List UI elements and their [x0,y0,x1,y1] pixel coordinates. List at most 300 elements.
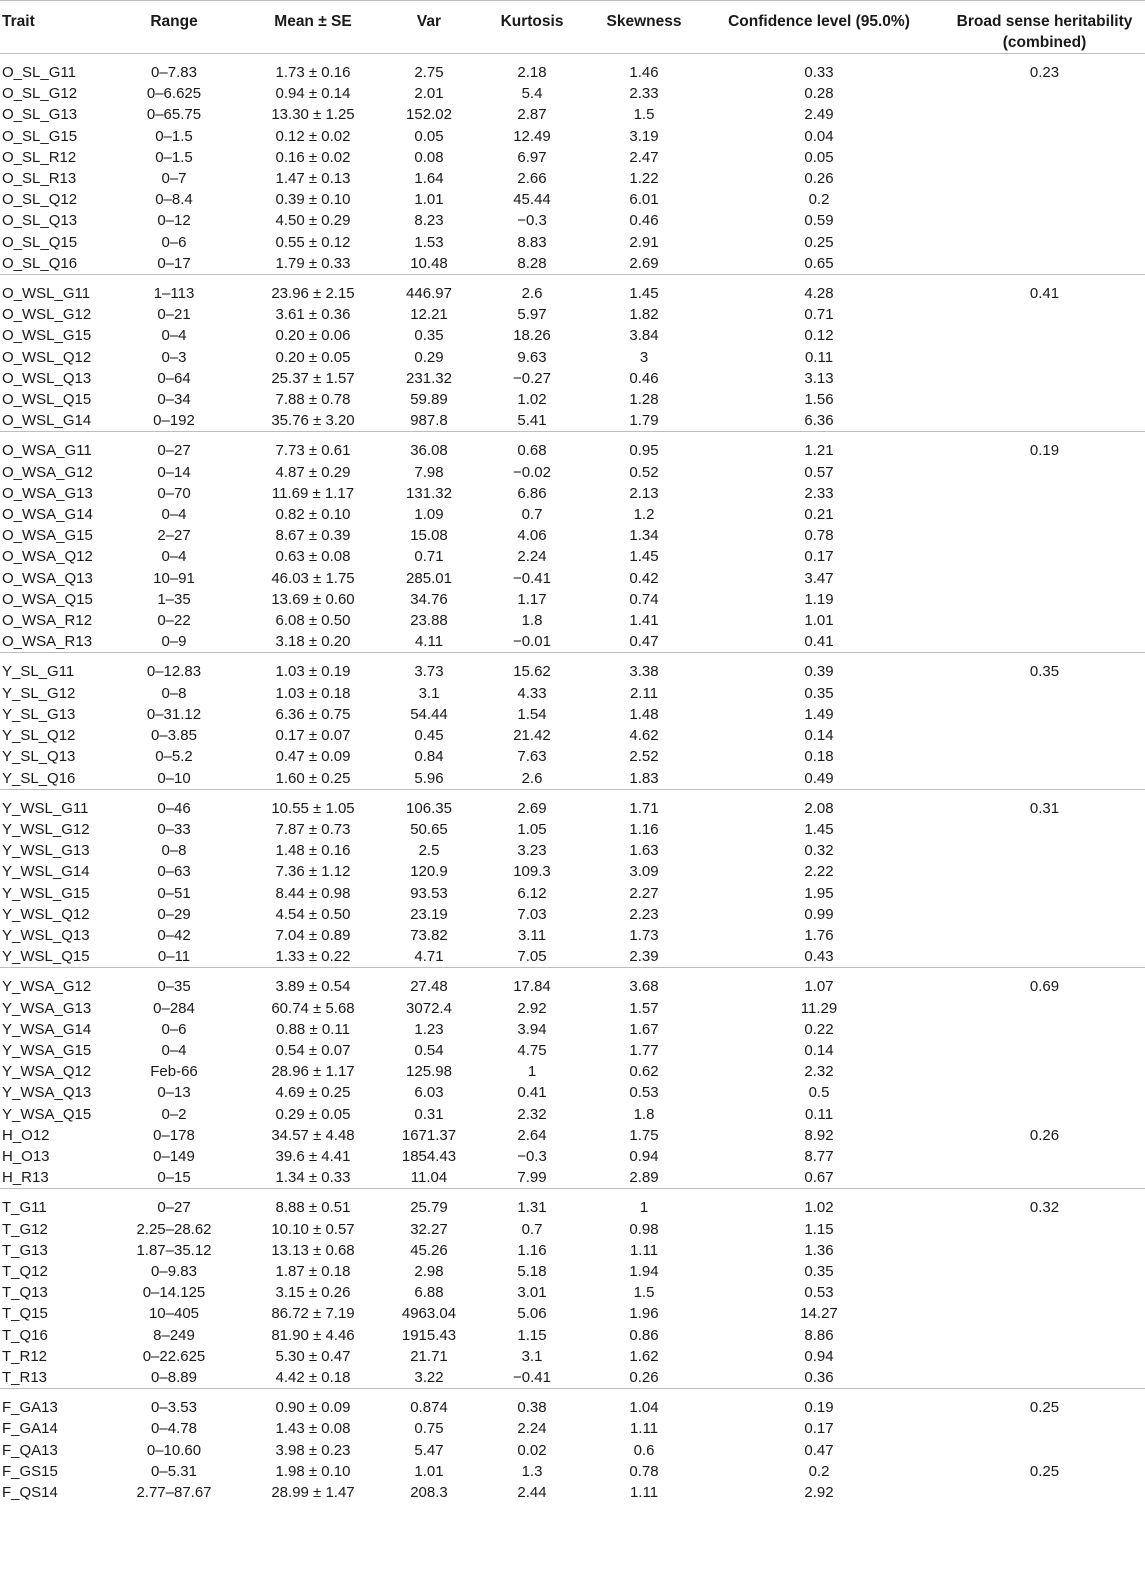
cell-mean-se: 1.43 ± 0.08 [275,1420,351,1438]
separator-cell [388,789,470,798]
cell-mean-se: 39.6 ± 4.41 [275,1147,351,1165]
cell-kurtosis: 1.17 [517,590,547,608]
cell-kurtosis: 15.62 [513,663,551,681]
cell-range: 0–63 [157,863,191,881]
cell-kurtosis: 0.7 [521,506,543,524]
cell-skewness: 1.11 [629,1241,659,1259]
cell-skewness: 2.23 [629,905,659,923]
cell-mean-se: 1.98 ± 0.10 [275,1462,351,1480]
cell-heritability [944,210,1145,231]
cell-kurtosis: 2.87 [517,106,547,124]
cell-kurtosis: 2.66 [517,170,547,188]
cell-confidence-level: 3.47 [804,569,834,587]
cell-skewness: 1.45 [629,285,659,303]
cell-heritability [944,410,1145,432]
cell-kurtosis: 21.42 [513,727,551,745]
separator-cell [110,54,238,63]
separator-cell [238,789,388,798]
cell-heritability [944,83,1145,104]
table-row [0,1167,1145,1189]
header-trait: Trait [0,1,110,54]
cell-var: 987.8 [410,412,448,430]
cell-skewness: 1.04 [629,1399,659,1417]
cell-kurtosis: 0.68 [517,442,547,460]
separator-cell [110,275,238,284]
cell-skewness: 0.62 [629,1063,659,1081]
table-row [0,504,1145,525]
cell-mean-se: 0.20 ± 0.06 [275,327,351,345]
cell-confidence-level: 0.43 [804,948,834,966]
separator-cell [594,275,694,284]
cell-heritability [944,168,1145,189]
separator-cell [944,1389,1145,1398]
cell-confidence-level: 1.02 [804,1199,834,1217]
cell-mean-se: 1.47 ± 0.13 [275,170,351,188]
cell-mean-se: 0.88 ± 0.11 [276,1020,350,1038]
cell-kurtosis: 0.41 [517,1084,547,1102]
cell-range: 0–64 [157,369,191,387]
cell-heritability [944,840,1145,861]
cell-kurtosis: 9.63 [517,348,547,366]
cell-heritability [944,568,1145,589]
cell-trait: Y_WSL_G14 [2,863,90,881]
separator-cell [388,653,470,662]
cell-heritability [944,525,1145,546]
cell-var: 10.48 [410,254,448,272]
cell-heritability [944,883,1145,904]
cell-trait: T_R13 [2,1368,48,1386]
cell-range: 1–113 [153,285,195,303]
separator-cell [238,432,388,441]
table-row [0,1367,1145,1389]
cell-trait: Y_WSA_Q12 [2,1063,92,1081]
cell-mean-se: 0.12 ± 0.02 [275,127,351,145]
table-row [0,798,1145,819]
cell-skewness: 1.62 [629,1347,659,1365]
cell-heritability [944,725,1145,746]
cell-confidence-level: 0.65 [804,254,834,272]
table-row [0,610,1145,631]
cell-confidence-level: 1.21 [804,442,834,460]
cell-heritability [944,1104,1145,1125]
table-row [0,976,1145,997]
cell-kurtosis: 4.06 [517,527,547,545]
cell-range: 0–4 [161,506,187,524]
table-row [0,1440,1145,1461]
cell-confidence-level: 1.36 [804,1241,834,1259]
cell-trait: Y_SL_G11 [2,663,75,681]
cell-range: 0–9.83 [151,1262,197,1280]
cell-skewness: 1.73 [629,926,659,944]
separator-cell [470,653,594,662]
table-row [0,1219,1145,1240]
cell-trait: Y_WSL_Q12 [2,905,90,923]
separator-cell [694,54,944,63]
cell-heritability: 0.69 [1029,978,1060,996]
cell-trait: O_WSA_G12 [2,463,93,481]
cell-mean-se: 1.34 ± 0.33 [275,1169,351,1187]
cell-trait: Y_WSA_G14 [2,1020,92,1038]
cell-heritability [944,1082,1145,1103]
cell-kurtosis: 12.49 [513,127,551,145]
cell-range: 0–1.5 [155,127,193,145]
cell-skewness: 3.68 [629,978,659,996]
cell-skewness: 0.94 [629,1147,659,1165]
cell-kurtosis: 2.92 [517,999,547,1017]
cell-skewness: 0.42 [629,569,659,587]
cell-range: 1.87–35.12 [136,1241,212,1259]
cell-kurtosis: 4.33 [517,684,547,702]
cell-kurtosis: 2.64 [517,1126,547,1144]
cell-var: 1671.37 [401,1126,457,1144]
cell-heritability [944,1219,1145,1240]
cell-heritability [944,1325,1145,1346]
group-separator [0,968,1145,977]
separator-cell [944,968,1145,977]
cell-trait: Y_WSL_G15 [2,884,90,902]
cell-trait: Y_WSA_Q13 [2,1084,92,1102]
cell-trait: Y_WSA_G15 [2,1041,92,1059]
cell-kurtosis: 7.63 [517,748,547,766]
cell-heritability [944,998,1145,1019]
table-row [0,661,1145,682]
cell-trait: Y_WSL_G11 [2,799,89,817]
cell-trait: O_WSA_G14 [2,506,93,524]
cell-kurtosis: 2.24 [517,1420,547,1438]
table-row [0,325,1145,346]
cell-heritability [944,483,1145,504]
separator-cell [694,275,944,284]
table-row [0,410,1145,432]
cell-heritability [944,946,1145,968]
table-row [0,1325,1145,1346]
cell-mean-se: 34.57 ± 4.48 [271,1126,355,1144]
cell-mean-se: 1.60 ± 0.25 [275,769,351,787]
cell-range: 0–15 [157,1169,191,1187]
cell-kurtosis: 5.4 [521,85,543,103]
cell-confidence-level: 0.28 [804,85,834,103]
cell-mean-se: 3.89 ± 0.54 [275,978,351,996]
cell-var: 3.1 [418,684,440,702]
cell-confidence-level: 0.17 [804,548,834,566]
cell-heritability: 0.19 [1029,442,1060,460]
cell-confidence-level: 0.39 [804,663,834,681]
cell-var: 0.45 [414,727,444,745]
cell-var: 11.04 [410,1169,448,1187]
cell-mean-se: 0.29 ± 0.05 [275,1105,351,1123]
cell-confidence-level: 1.15 [804,1220,834,1238]
table-row [0,589,1145,610]
cell-mean-se: 1.03 ± 0.19 [275,663,351,681]
cell-var: 5.96 [414,769,444,787]
cell-confidence-level: 2.33 [804,484,834,502]
separator-cell [470,432,594,441]
cell-confidence-level: 8.77 [804,1147,834,1165]
cell-mean-se: 13.13 ± 0.68 [271,1241,355,1259]
cell-confidence-level: 0.19 [804,1399,834,1417]
separator-cell [110,653,238,662]
separator-cell [694,653,944,662]
cell-heritability [944,1040,1145,1061]
cell-trait: T_Q12 [2,1262,48,1280]
cell-range: 0–13 [157,1084,191,1102]
cell-mean-se: 6.08 ± 0.50 [275,612,351,630]
cell-trait: F_GA14 [2,1420,58,1438]
cell-mean-se: 13.30 ± 1.25 [271,106,355,124]
separator-cell [470,275,594,284]
cell-trait: O_WSL_Q15 [2,391,92,409]
header-skewness: Skewness [594,1,694,54]
cell-kurtosis: −0.41 [513,569,551,587]
cell-heritability [944,104,1145,125]
cell-skewness: 1.83 [629,769,659,787]
separator-cell [388,968,470,977]
cell-var: 4.71 [414,948,444,966]
cell-kurtosis: 2.32 [517,1105,547,1123]
cell-confidence-level: 0.05 [804,148,834,166]
separator-cell [594,968,694,977]
cell-mean-se: 5.30 ± 0.47 [275,1347,351,1365]
cell-skewness: 1.41 [629,612,659,630]
cell-range: 0–34 [157,391,191,409]
cell-heritability [944,631,1145,653]
cell-var: 0.84 [414,748,444,766]
table-row [0,1146,1145,1167]
cell-trait: O_SL_Q12 [2,191,78,209]
cell-heritability [944,1240,1145,1261]
header-mean-se: Mean ± SE [238,1,388,54]
cell-confidence-level: 14.27 [800,1305,838,1323]
cell-mean-se: 1.48 ± 0.16 [275,842,351,860]
cell-mean-se: 0.39 ± 0.10 [275,191,351,209]
cell-range: 0–2 [161,1105,187,1123]
cell-range: 0–22.625 [142,1347,206,1365]
cell-confidence-level: 2.22 [804,863,834,881]
cell-var: 23.19 [410,905,448,923]
separator-cell [238,653,388,662]
cell-var: 15.08 [410,527,448,545]
cell-mean-se: 0.63 ± 0.08 [275,548,351,566]
cell-confidence-level: 0.11 [804,1105,834,1123]
cell-skewness: 1.11 [629,1484,659,1501]
cell-mean-se: 1.33 ± 0.22 [275,948,351,966]
cell-range: 0–8 [161,842,187,860]
cell-trait: O_SL_R13 [2,170,77,188]
cell-trait: F_GA13 [2,1399,58,1417]
table-row [0,946,1145,968]
cell-confidence-level: 1.45 [804,820,834,838]
separator-cell [0,968,110,977]
cell-kurtosis: 5.41 [517,412,547,430]
cell-skewness: 1.96 [629,1305,659,1323]
table-row [0,883,1145,904]
table-row [0,1397,1145,1418]
cell-var: 4963.04 [401,1305,457,1323]
separator-cell [944,1189,1145,1198]
separator-cell [470,968,594,977]
cell-kurtosis: 6.97 [517,148,547,166]
table-row [0,704,1145,725]
table-row [0,483,1145,504]
cell-heritability: 0.23 [1029,64,1060,81]
table-row [0,1040,1145,1061]
cell-mean-se: 3.98 ± 0.23 [275,1441,351,1459]
header-broad-sense-heritability: Broad sense heritability (combined) [944,1,1145,54]
cell-mean-se: 0.82 ± 0.10 [275,506,351,524]
cell-trait: O_WSA_G15 [2,527,93,545]
separator-cell [594,54,694,63]
table-row [0,1482,1145,1503]
separator-cell [694,968,944,977]
cell-kurtosis: 109.3 [513,863,551,881]
separator-cell [470,1189,594,1198]
separator-cell [470,54,594,63]
cell-skewness: 1.28 [629,391,659,409]
cell-kurtosis: 7.99 [517,1169,547,1187]
cell-skewness: 1.75 [629,1126,659,1144]
cell-range: 2–27 [157,527,191,545]
table-row [0,210,1145,231]
cell-range: 0–8 [161,684,187,702]
cell-trait: T_Q13 [2,1284,48,1302]
separator-cell [0,54,110,63]
cell-kurtosis: 6.86 [517,484,547,502]
cell-confidence-level: 1.49 [804,705,834,723]
cell-skewness: 0.86 [629,1326,659,1344]
cell-skewness: 0.53 [629,1084,659,1102]
cell-confidence-level: 0.59 [804,212,834,230]
cell-skewness: 3.38 [629,663,659,681]
cell-confidence-level: 6.36 [804,412,834,430]
cell-range: 0–192 [153,412,195,430]
cell-var: 3072.4 [406,999,452,1017]
cell-confidence-level: 0.26 [804,170,834,188]
separator-cell [594,1189,694,1198]
cell-range: 0–22 [157,612,191,630]
cell-confidence-level: 8.92 [804,1126,834,1144]
cell-range: 0–149 [153,1147,195,1165]
cell-range: 0–4 [161,327,187,345]
cell-var: 446.97 [406,285,452,303]
group-separator [0,1189,1145,1198]
cell-var: 59.89 [410,391,448,409]
cell-range: 0–3 [161,348,187,366]
cell-range: 0–14.125 [142,1284,206,1302]
cell-trait: Y_SL_G12 [2,684,76,702]
cell-kurtosis: 5.18 [517,1262,547,1280]
cell-var: 2.01 [414,85,444,103]
cell-trait: F_GS15 [2,1462,58,1480]
cell-trait: O_WSL_G11 [2,285,91,303]
cell-confidence-level: 0.53 [804,1284,834,1302]
cell-mean-se: 3.61 ± 0.36 [275,306,351,324]
cell-kurtosis: 45.44 [513,191,551,209]
cell-heritability [944,904,1145,925]
cell-kurtosis: 2.6 [521,285,543,303]
cell-kurtosis: 0.7 [521,1220,543,1238]
separator-cell [238,54,388,63]
cell-heritability: 0.31 [1029,799,1060,817]
separator-cell [694,789,944,798]
cell-skewness: 3.84 [629,327,659,345]
cell-trait: H_R13 [2,1169,49,1187]
separator-cell [470,789,594,798]
cell-mean-se: 3.18 ± 0.20 [275,633,351,651]
cell-confidence-level: 0.17 [804,1420,834,1438]
cell-range: 0–12.83 [146,663,202,681]
cell-mean-se: 28.96 ± 1.17 [271,1063,355,1081]
cell-skewness: 1.16 [629,820,659,838]
cell-var: 1.09 [414,506,444,524]
cell-confidence-level: 0.71 [804,306,834,324]
table-row [0,1197,1145,1218]
cell-skewness: 0.95 [629,442,659,460]
cell-trait: T_R12 [2,1347,48,1365]
table-row [0,546,1145,567]
cell-trait: Y_SL_Q16 [2,769,76,787]
cell-kurtosis: 0.02 [517,1441,547,1459]
cell-kurtosis: 1.31 [517,1199,547,1217]
separator-cell [694,432,944,441]
cell-heritability [944,189,1145,210]
separator-cell [110,432,238,441]
cell-kurtosis: 1.3 [521,1462,543,1480]
table-row [0,104,1145,125]
cell-mean-se: 7.87 ± 0.73 [275,820,351,838]
cell-var: 106.35 [406,799,452,817]
cell-trait: O_WSA_G13 [2,484,93,502]
cell-trait: O_SL_R12 [2,148,77,166]
cell-range: 0–6 [161,1020,187,1038]
cell-confidence-level: 0.57 [804,463,834,481]
separator-cell [388,1389,470,1398]
cell-trait: O_SL_Q15 [2,233,78,251]
table-row [0,168,1145,189]
cell-kurtosis: 3.23 [517,842,547,860]
cell-var: 23.88 [410,612,448,630]
cell-skewness: 1.67 [629,1020,659,1038]
table-row [0,1303,1145,1324]
table-row [0,1125,1145,1146]
cell-trait: Y_WSL_G13 [2,842,90,860]
table-row [0,1082,1145,1103]
cell-kurtosis: 17.84 [513,978,551,996]
cell-range: 2.25–28.62 [136,1220,212,1238]
cell-kurtosis: 1.54 [517,705,547,723]
cell-skewness: 1.2 [633,506,655,524]
cell-mean-se: 6.36 ± 0.75 [275,705,351,723]
cell-kurtosis: 7.03 [517,905,547,923]
cell-skewness: 1.5 [633,106,655,124]
cell-range: 0–4.78 [151,1420,197,1438]
cell-confidence-level: 0.32 [804,842,834,860]
cell-heritability [944,1482,1145,1503]
cell-skewness: 1.71 [629,799,659,817]
cell-var: 7.98 [414,463,444,481]
cell-kurtosis: 4.75 [517,1041,547,1059]
separator-cell [694,1389,944,1398]
cell-mean-se: 0.20 ± 0.05 [275,348,351,366]
cell-var: 0.05 [414,127,444,145]
table-row [0,725,1145,746]
cell-mean-se: 28.99 ± 1.47 [271,1484,355,1501]
cell-mean-se: 7.88 ± 0.78 [275,391,351,409]
cell-range: 0–12 [157,212,191,230]
cell-skewness: 0.74 [629,590,659,608]
cell-var: 0.31 [414,1105,444,1123]
cell-mean-se: 1.73 ± 0.16 [275,64,351,81]
cell-var: 6.88 [414,1284,444,1302]
